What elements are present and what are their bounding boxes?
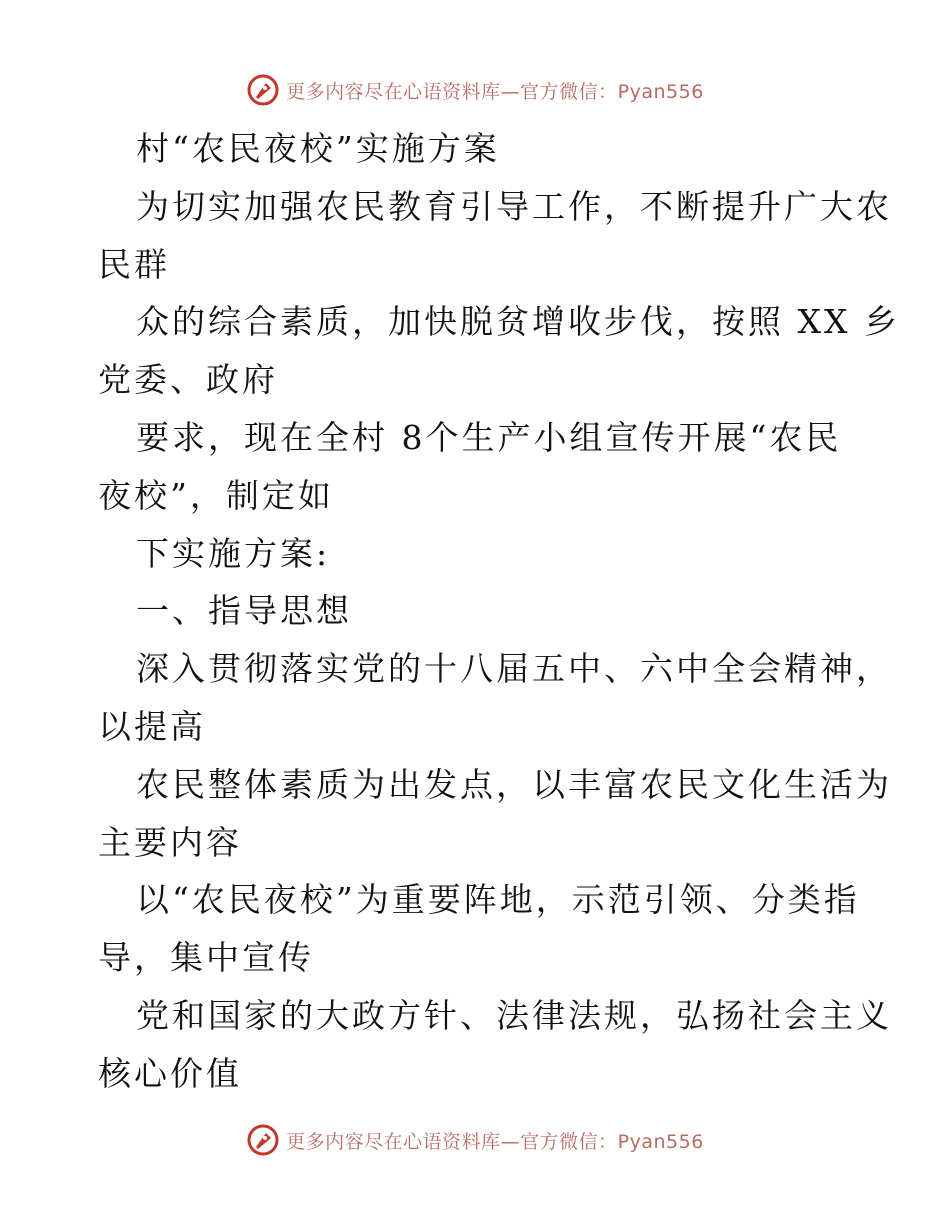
footer-banner-text: 更多内容尽在心语资料库—官方微信：Pyan556 xyxy=(286,1130,704,1153)
footer-banner xyxy=(0,1118,950,1162)
document-line: 下实施方案: xyxy=(136,533,331,573)
document-line: 为切实加强农民教育引导工作，不断提升广大农 xyxy=(136,186,892,226)
document-line: 深入贯彻落实党的十八届五中、六中全会精神， xyxy=(136,649,892,689)
document-line: 农民整体素质为出发点，以丰富农民文化生活为 xyxy=(136,764,892,804)
document-line: 以提高 xyxy=(98,706,206,746)
document-line: 一、指导思想 xyxy=(136,591,352,631)
document-line: 核心价值 xyxy=(98,1053,242,1093)
header-banner xyxy=(0,68,950,112)
header-banner-text: 更多内容尽在心语资料库—官方微信：Pyan556 xyxy=(286,80,704,103)
document-line: 党和国家的大政方针、法律法规，弘扬社会主义 xyxy=(136,995,892,1035)
pen-nib-logo-icon xyxy=(246,1123,280,1157)
document-line: 主要内容 xyxy=(98,822,242,862)
document-line: 夜校”，制定如 xyxy=(98,475,334,515)
pen-nib-logo-icon xyxy=(246,73,280,107)
document-line: 村“农民夜校”实施方案 xyxy=(136,129,500,168)
document-line: 以“农民夜校”为重要阵地，示范引领、分类指 xyxy=(136,880,860,920)
document-line: 要求，现在全村 8个生产小组宣传开展“农民 xyxy=(136,417,842,457)
document-body xyxy=(98,120,900,1103)
document-line: 党委、政府 xyxy=(98,360,278,400)
document-line: 导，集中宣传 xyxy=(98,938,314,978)
document-line: 众的综合素质，加快脱贫增收步伐，按照 XX 乡 xyxy=(136,302,900,342)
document-line: 民群 xyxy=(98,244,170,284)
